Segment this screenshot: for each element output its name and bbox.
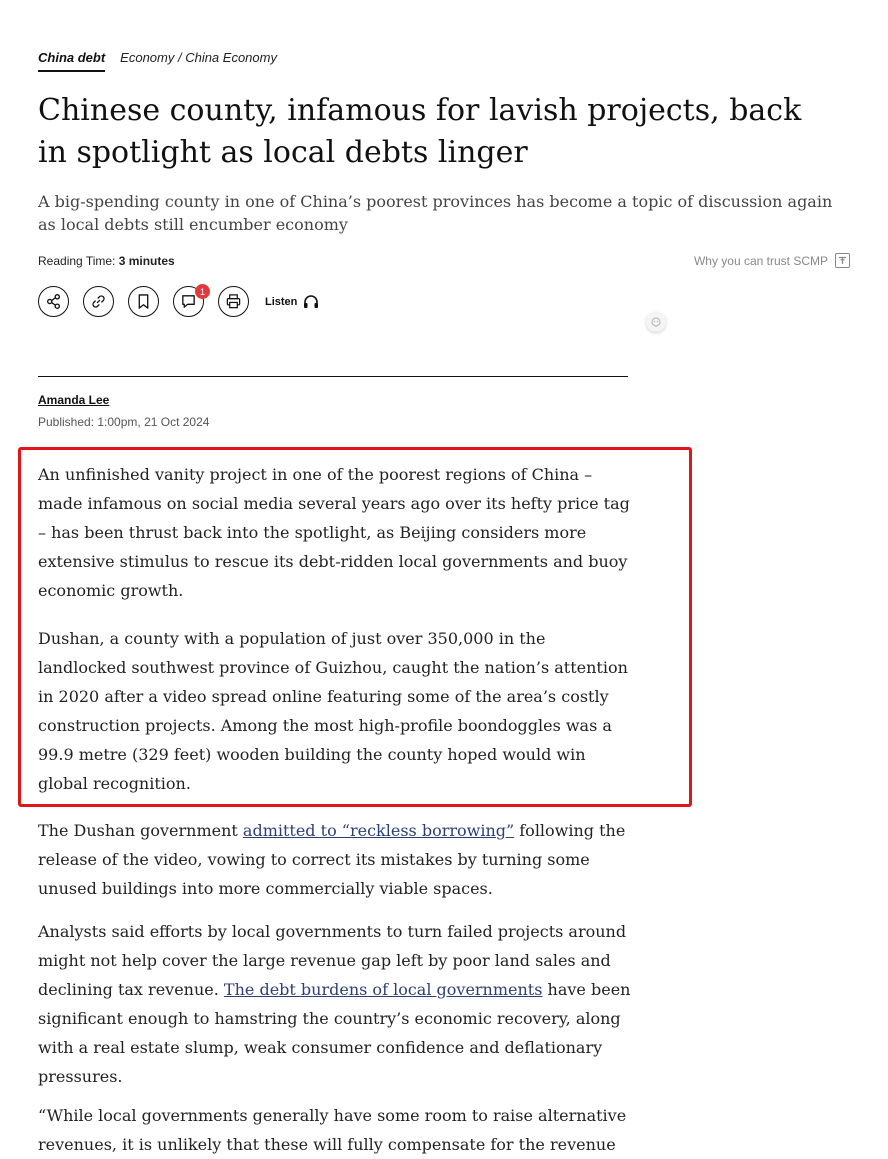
article-subhead: A big-spending county in one of China’s poorest provinces has become a topic of discussion again as local debts still encumber economy: [38, 192, 833, 234]
tag-china-debt[interactable]: China debt: [38, 50, 105, 72]
article-paragraph-3: [38, 816, 633, 903]
reading-time-value: 3 minutes: [118, 254, 175, 268]
reckless-borrowing-link[interactable]: admitted to “reckless borrowing”: [242, 821, 515, 840]
listen-button[interactable]: [265, 294, 319, 309]
debt-burdens-link[interactable]: The debt burdens of local governments: [223, 980, 543, 999]
paragraph-3-text-start: The Dushan government: [38, 821, 243, 840]
article-paragraph-2: Dushan, a county with a population of just over 350,000 in the landlocked southwest province of Guizhou, caught the nation’s attention in 2020 after a video spread online featuring some of the area’s costly construction projects. Among the most high-profile boondoggles was a 99.9 metre (329 feet) wooden building the county hoped would win global recognition.: [38, 629, 628, 793]
byline-divider: [38, 376, 628, 377]
headphones-icon: [303, 294, 319, 309]
article-paragraph-5: “While local governments generally have some room to raise alternative revenues, it is unlikely that these will fully compensate for the revenue: [38, 1106, 627, 1154]
comments-button[interactable]: [173, 286, 204, 317]
article-paragraph-1: An unfinished vanity project in one of the poorest regions of China – made infamous on social media several years ago over its hefty price tag – has been thrust back into the spotlight, as Beijing considers more extensive stimulus to rescue its debt-ridden local governments and buoy economic growth.: [38, 465, 630, 600]
bookmark-button[interactable]: [128, 286, 159, 317]
paragraph-3-text-end: following the release of the video, vowing to correct its mistakes by turning some unused buildings into more commercially viable spaces.: [38, 821, 626, 898]
trust-text: Why you can trust SCMP: [693, 253, 828, 268]
link-icon: [90, 293, 107, 310]
paragraph-4-text-start: Analysts said efforts by local governments to turn failed projects around might not help cover the large revenue gap left by poor land sales and declining tax revenue.: [38, 922, 627, 999]
share-icon: [45, 293, 62, 310]
comment-count-badge: 1: [195, 284, 210, 299]
bookmark-icon: [136, 293, 151, 310]
share-button[interactable]: [38, 286, 69, 317]
published-date: Published: 1:00pm, 21 Oct 2024: [38, 415, 210, 429]
trust-icon: [835, 253, 850, 268]
print-button[interactable]: [218, 286, 249, 317]
paragraph-4-text-end: have been significant enough to hamstring the country’s economic recovery, along with a real estate slump, weak consumer confidence and deflationary pressures.: [38, 980, 631, 1086]
copy-link-button[interactable]: [83, 286, 114, 317]
topic-tags: [38, 50, 277, 72]
listen-label: Listen: [265, 295, 298, 308]
article-actions: [38, 286, 319, 317]
print-icon: [225, 293, 242, 310]
floating-widget-button[interactable]: [646, 312, 666, 332]
article-headline: Chinese county, infamous for lavish projects, back in spotlight as local debts linger: [38, 93, 802, 170]
article-paragraph-4: [38, 917, 633, 1091]
robot-icon: [650, 316, 662, 328]
reading-time-label: Reading Time:: [38, 254, 116, 268]
reading-time: [38, 254, 175, 268]
tag-economy[interactable]: Economy / China Economy: [120, 50, 277, 65]
author-link[interactable]: Amanda Lee: [38, 393, 110, 407]
trust-link[interactable]: [694, 253, 850, 268]
comment-icon: [180, 293, 197, 310]
